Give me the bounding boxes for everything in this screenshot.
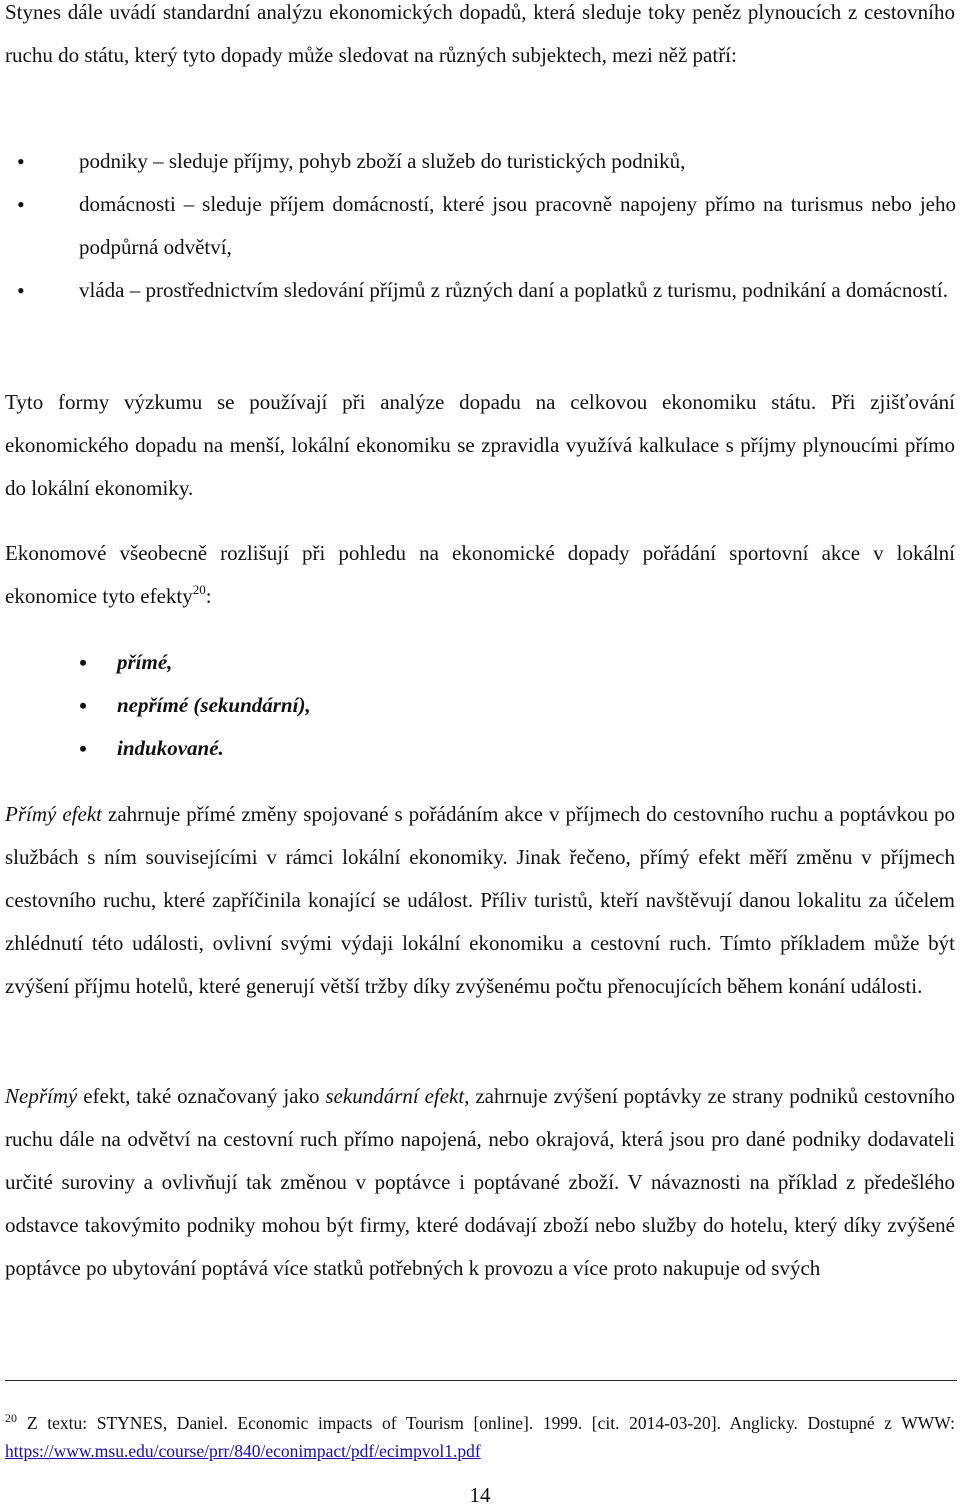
page-number: 14 — [469, 1483, 491, 1507]
footnote-reference: 20 — [192, 582, 206, 597]
economists-paragraph — [5, 532, 955, 620]
footnote-link[interactable]: https://www.msu.edu/course/prr/840/econimpact/pdf/ecimpvol1.pdf — [5, 1441, 481, 1461]
footnote-text: Z textu: STYNES, Daniel. Economic impacts of Tourism [online]. 1999. [cit. 2014-03-20]. Anglicky. Dostupné z WWW: — [27, 1413, 955, 1433]
footnote-divider — [5, 1380, 957, 1381]
footnote — [5, 1410, 955, 1464]
indirect-effect-paragraph — [5, 1075, 955, 1290]
intro-paragraph: Stynes dále uvádí standardní analýzu ekonomických dopadů, která sleduje toky peněz plynoucích z cestovního ruchu do státu, který tyto dopady může sledovat na různých subjektech, mezi něž patří: — [5, 0, 955, 67]
direct-effect-term: Přímý efekt — [5, 802, 102, 826]
effects-list — [117, 641, 617, 770]
list-item: • nepřímé (sekundární), — [117, 684, 617, 727]
list-item: • vláda – prostřednictvím sledování příjmů z různých daní a poplatků z turismu, podnikání a domácností. — [79, 269, 956, 312]
subjects-list — [79, 140, 956, 312]
list-item: • domácnosti – sleduje příjem domácností, které jsou pracovně napojeny přímo na turismus nebo jeho podpůrná odvětví, — [79, 183, 956, 269]
list-item: • podniky – sleduje příjmy, pohyb zboží a služeb do turistických podniků, — [79, 140, 956, 183]
footnote-number: 20 — [5, 1411, 17, 1425]
forms-paragraph: Tyto formy výzkumu se používají při analýze dopadu na celkovou ekonomiku státu. Při zjišťování ekonomického dopadu na menší, lokální ekonomiku se zpravidla využívá kalkulace s příjmy plynoucími přímo do lokální ekonomiky. — [5, 390, 955, 500]
indirect-effect-term: Nepřímý — [5, 1084, 78, 1108]
list-item: • přímé, — [117, 641, 617, 684]
economists-text: Ekonomové všeobecně rozlišují při pohledu na ekonomické dopady pořádání sportovní akce v lokální ekonomice tyto efekty — [5, 541, 955, 608]
economists-text-end: : — [205, 584, 212, 608]
indirect-effect-text: efekt, také označovaný jako — [77, 1084, 326, 1108]
direct-effect-text: zahrnuje přímé změny spojované s pořádáním akce v příjmech do cestovního ruchu a poptávkou po službách s ním souvisejícími v rámci lokální ekonomiky. Jinak řečeno, přímý efekt měří změnu v příjmech cestovního ruchu, které zapříčinila konající se událost. Příliv turistů, kteří navštěvují danou lokalitu za účelem zhlédnutí této události, ovlivní svými výdaji lokální ekonomiku a cestovní ruch. Tímto příkladem může být zvýšení příjmu hotelů, které generují větší tržby díky zvýšenému počtu přenocujících během konání události. — [5, 802, 956, 998]
indirect-effect-text-2: , zahrnuje zvýšení poptávky ze strany podniků cestovního ruchu dále na odvětví na cestovní ruch přímo napojená, nebo okrajová, která jsou pro dané podniky dodavateli určité suroviny a ovlivňují tak změnou v poptávce i poptávané zboží. V návaznosti na příklad z předešlého odstavce takovýmito podniky mohou být firmy, které dodávají zboží nebo služby do hotelu, který díky zvýšené poptávce po ubytování poptává více statků potřebných k provozu a více proto nakupuje od svých — [5, 1084, 956, 1280]
direct-effect-paragraph — [5, 793, 955, 1008]
secondary-effect-term: sekundární efekt — [325, 1084, 465, 1108]
list-item: • indukované. — [117, 727, 617, 770]
